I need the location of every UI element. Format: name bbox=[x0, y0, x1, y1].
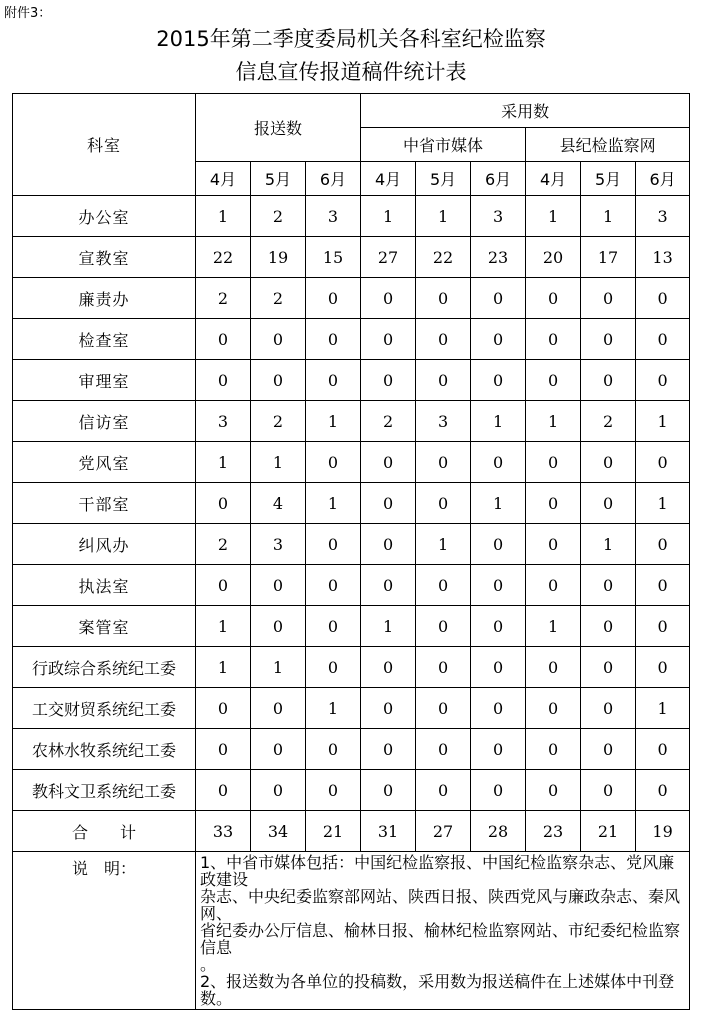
dept-name: 信访室 bbox=[13, 401, 196, 442]
total-cell: 21 bbox=[581, 811, 636, 852]
value-cell: 1 bbox=[581, 524, 636, 565]
dept-name: 执法室 bbox=[13, 565, 196, 606]
dept-name: 廉责办 bbox=[13, 278, 196, 319]
value-cell: 1 bbox=[306, 688, 361, 729]
statistics-table bbox=[12, 93, 690, 1010]
value-cell: 0 bbox=[471, 770, 526, 811]
table-row bbox=[13, 196, 690, 237]
value-cell: 2 bbox=[196, 278, 251, 319]
value-cell: 22 bbox=[196, 237, 251, 278]
header-dept: 科室 bbox=[13, 94, 196, 196]
value-cell: 0 bbox=[196, 729, 251, 770]
value-cell: 0 bbox=[416, 319, 471, 360]
value-cell: 22 bbox=[416, 237, 471, 278]
value-cell: 13 bbox=[636, 237, 690, 278]
table-row bbox=[13, 442, 690, 483]
value-cell: 0 bbox=[306, 319, 361, 360]
dept-name: 党风室 bbox=[13, 442, 196, 483]
value-cell: 1 bbox=[251, 647, 306, 688]
value-cell: 1 bbox=[361, 606, 416, 647]
value-cell: 0 bbox=[251, 770, 306, 811]
value-cell: 0 bbox=[471, 647, 526, 688]
value-cell: 0 bbox=[526, 647, 581, 688]
value-cell: 0 bbox=[581, 688, 636, 729]
value-cell: 0 bbox=[526, 565, 581, 606]
value-cell: 0 bbox=[636, 524, 690, 565]
value-cell: 0 bbox=[581, 729, 636, 770]
value-cell: 0 bbox=[306, 770, 361, 811]
value-cell: 1 bbox=[471, 483, 526, 524]
dept-name: 检查室 bbox=[13, 319, 196, 360]
table-row bbox=[13, 360, 690, 401]
dept-name: 工交财贸系统纪工委 bbox=[13, 688, 196, 729]
value-cell: 0 bbox=[636, 360, 690, 401]
value-cell: 0 bbox=[416, 688, 471, 729]
value-cell: 3 bbox=[416, 401, 471, 442]
value-cell: 1 bbox=[636, 483, 690, 524]
value-cell: 0 bbox=[361, 442, 416, 483]
value-cell: 0 bbox=[361, 319, 416, 360]
table-row bbox=[13, 565, 690, 606]
value-cell: 0 bbox=[196, 770, 251, 811]
dept-name: 纠风办 bbox=[13, 524, 196, 565]
value-cell: 0 bbox=[636, 729, 690, 770]
total-cell: 19 bbox=[636, 811, 690, 852]
header-media-central: 中省市媒体 bbox=[361, 128, 526, 162]
value-cell: 0 bbox=[416, 647, 471, 688]
value-cell: 0 bbox=[471, 524, 526, 565]
value-cell: 0 bbox=[306, 729, 361, 770]
value-cell: 0 bbox=[196, 319, 251, 360]
value-cell: 17 bbox=[581, 237, 636, 278]
page-title: 2015年第二季度委局机关各科室纪检监察 bbox=[156, 27, 546, 51]
table-row bbox=[13, 483, 690, 524]
value-cell: 0 bbox=[526, 688, 581, 729]
value-cell: 1 bbox=[196, 606, 251, 647]
value-cell: 3 bbox=[471, 196, 526, 237]
value-cell: 4 bbox=[251, 483, 306, 524]
note-line: 省纪委办公厅信息、榆林日报、榆林纪检监察网站、市纪委纪检监察信息 bbox=[200, 921, 681, 957]
dept-name: 行政综合系统纪工委 bbox=[13, 647, 196, 688]
header-month: 6月 bbox=[636, 162, 690, 196]
table-row bbox=[13, 606, 690, 647]
value-cell: 3 bbox=[196, 401, 251, 442]
value-cell: 0 bbox=[526, 319, 581, 360]
value-cell: 0 bbox=[416, 565, 471, 606]
value-cell: 0 bbox=[361, 278, 416, 319]
value-cell: 1 bbox=[636, 688, 690, 729]
value-cell: 1 bbox=[581, 196, 636, 237]
attachment-label: 附件3： bbox=[4, 6, 52, 21]
header-month: 5月 bbox=[416, 162, 471, 196]
dept-name: 教科文卫系统纪工委 bbox=[13, 770, 196, 811]
table-row bbox=[13, 688, 690, 729]
value-cell: 0 bbox=[526, 770, 581, 811]
table-row bbox=[13, 278, 690, 319]
value-cell: 0 bbox=[471, 442, 526, 483]
value-cell: 1 bbox=[196, 647, 251, 688]
value-cell: 0 bbox=[251, 688, 306, 729]
value-cell: 0 bbox=[581, 442, 636, 483]
value-cell: 0 bbox=[361, 688, 416, 729]
value-cell: 3 bbox=[306, 196, 361, 237]
value-cell: 0 bbox=[471, 606, 526, 647]
value-cell: 0 bbox=[581, 278, 636, 319]
value-cell: 0 bbox=[306, 524, 361, 565]
value-cell: 2 bbox=[196, 524, 251, 565]
value-cell: 0 bbox=[251, 319, 306, 360]
value-cell: 0 bbox=[361, 524, 416, 565]
note-line: 1、中省市媒体包括：中国纪检监察报、中国纪检监察杂志、党风廉政建设 bbox=[200, 853, 675, 889]
value-cell: 0 bbox=[306, 647, 361, 688]
value-cell: 0 bbox=[361, 647, 416, 688]
value-cell: 0 bbox=[636, 442, 690, 483]
table-row bbox=[13, 524, 690, 565]
value-cell: 0 bbox=[471, 729, 526, 770]
total-row bbox=[13, 811, 690, 852]
value-cell: 0 bbox=[636, 319, 690, 360]
value-cell: 0 bbox=[526, 360, 581, 401]
value-cell: 0 bbox=[471, 360, 526, 401]
header-month: 5月 bbox=[581, 162, 636, 196]
value-cell: 23 bbox=[471, 237, 526, 278]
value-cell: 0 bbox=[581, 647, 636, 688]
value-cell: 1 bbox=[471, 401, 526, 442]
value-cell: 0 bbox=[526, 442, 581, 483]
dept-name: 审理室 bbox=[13, 360, 196, 401]
value-cell: 0 bbox=[526, 729, 581, 770]
value-cell: 0 bbox=[306, 360, 361, 401]
value-cell: 0 bbox=[361, 565, 416, 606]
value-cell: 0 bbox=[526, 483, 581, 524]
note-row bbox=[13, 852, 690, 1010]
dept-name: 办公室 bbox=[13, 196, 196, 237]
value-cell: 1 bbox=[196, 442, 251, 483]
page-subtitle: 信息宣传报道稿件统计表 bbox=[235, 60, 467, 84]
note-line: 2、报送数为各单位的投稿数，采用数为报送稿件在上述媒体中刊登数。 bbox=[200, 972, 675, 1008]
value-cell: 0 bbox=[581, 319, 636, 360]
total-label: 合 计 bbox=[13, 811, 196, 852]
value-cell: 0 bbox=[306, 442, 361, 483]
value-cell: 0 bbox=[196, 483, 251, 524]
value-cell: 20 bbox=[526, 237, 581, 278]
header-media-county: 县纪检监察网 bbox=[526, 128, 690, 162]
value-cell: 1 bbox=[306, 483, 361, 524]
value-cell: 0 bbox=[416, 729, 471, 770]
header-month: 4月 bbox=[361, 162, 416, 196]
dept-name: 干部室 bbox=[13, 483, 196, 524]
note-line: 杂志、中央纪委监察部网站、陕西日报、陕西党风与廉政杂志、秦风网、 bbox=[200, 887, 681, 923]
value-cell: 0 bbox=[526, 524, 581, 565]
value-cell: 0 bbox=[471, 278, 526, 319]
header-month: 6月 bbox=[471, 162, 526, 196]
value-cell: 0 bbox=[361, 360, 416, 401]
header-month: 6月 bbox=[306, 162, 361, 196]
table-row bbox=[13, 237, 690, 278]
value-cell: 1 bbox=[361, 196, 416, 237]
value-cell: 1 bbox=[196, 196, 251, 237]
header-adopted: 采用数 bbox=[361, 94, 690, 128]
value-cell: 0 bbox=[306, 565, 361, 606]
table-row bbox=[13, 770, 690, 811]
value-cell: 0 bbox=[581, 606, 636, 647]
value-cell: 0 bbox=[361, 483, 416, 524]
value-cell: 3 bbox=[251, 524, 306, 565]
value-cell: 1 bbox=[526, 196, 581, 237]
total-cell: 33 bbox=[196, 811, 251, 852]
value-cell: 0 bbox=[581, 770, 636, 811]
total-cell: 21 bbox=[306, 811, 361, 852]
value-cell: 0 bbox=[416, 360, 471, 401]
table-row bbox=[13, 401, 690, 442]
header-submitted: 报送数 bbox=[196, 94, 361, 162]
table-row bbox=[13, 319, 690, 360]
value-cell: 1 bbox=[526, 606, 581, 647]
value-cell: 0 bbox=[471, 319, 526, 360]
value-cell: 0 bbox=[526, 278, 581, 319]
note-label: 说 明： bbox=[13, 852, 196, 1010]
header-month: 4月 bbox=[196, 162, 251, 196]
value-cell: 0 bbox=[361, 770, 416, 811]
value-cell: 1 bbox=[526, 401, 581, 442]
value-cell: 0 bbox=[581, 360, 636, 401]
value-cell: 0 bbox=[416, 442, 471, 483]
note-text bbox=[196, 852, 690, 1010]
value-cell: 0 bbox=[581, 483, 636, 524]
value-cell: 0 bbox=[636, 565, 690, 606]
value-cell: 2 bbox=[251, 196, 306, 237]
dept-name: 宣教室 bbox=[13, 237, 196, 278]
value-cell: 0 bbox=[636, 770, 690, 811]
total-cell: 28 bbox=[471, 811, 526, 852]
value-cell: 2 bbox=[361, 401, 416, 442]
value-cell: 0 bbox=[416, 483, 471, 524]
value-cell: 0 bbox=[306, 606, 361, 647]
table-row bbox=[13, 647, 690, 688]
value-cell: 0 bbox=[306, 278, 361, 319]
value-cell: 0 bbox=[416, 278, 471, 319]
value-cell: 2 bbox=[251, 401, 306, 442]
value-cell: 1 bbox=[636, 401, 690, 442]
value-cell: 0 bbox=[636, 278, 690, 319]
value-cell: 1 bbox=[416, 196, 471, 237]
value-cell: 15 bbox=[306, 237, 361, 278]
total-cell: 34 bbox=[251, 811, 306, 852]
value-cell: 0 bbox=[251, 565, 306, 606]
value-cell: 0 bbox=[251, 360, 306, 401]
value-cell: 0 bbox=[196, 360, 251, 401]
value-cell: 0 bbox=[251, 729, 306, 770]
value-cell: 2 bbox=[581, 401, 636, 442]
value-cell: 19 bbox=[251, 237, 306, 278]
value-cell: 0 bbox=[471, 565, 526, 606]
value-cell: 0 bbox=[196, 688, 251, 729]
value-cell: 0 bbox=[471, 688, 526, 729]
header-month: 5月 bbox=[251, 162, 306, 196]
total-cell: 27 bbox=[416, 811, 471, 852]
value-cell: 3 bbox=[636, 196, 690, 237]
value-cell: 0 bbox=[251, 606, 306, 647]
value-cell: 0 bbox=[636, 606, 690, 647]
value-cell: 0 bbox=[196, 565, 251, 606]
dept-name: 案管室 bbox=[13, 606, 196, 647]
value-cell: 27 bbox=[361, 237, 416, 278]
note-line: 。 bbox=[200, 955, 217, 974]
value-cell: 1 bbox=[306, 401, 361, 442]
total-cell: 23 bbox=[526, 811, 581, 852]
dept-name: 农林水牧系统纪工委 bbox=[13, 729, 196, 770]
value-cell: 0 bbox=[361, 729, 416, 770]
value-cell: 0 bbox=[636, 647, 690, 688]
value-cell: 2 bbox=[251, 278, 306, 319]
value-cell: 0 bbox=[416, 606, 471, 647]
value-cell: 1 bbox=[416, 524, 471, 565]
value-cell: 0 bbox=[416, 770, 471, 811]
value-cell: 1 bbox=[251, 442, 306, 483]
header-month: 4月 bbox=[526, 162, 581, 196]
value-cell: 0 bbox=[581, 565, 636, 606]
total-cell: 31 bbox=[361, 811, 416, 852]
table-row bbox=[13, 729, 690, 770]
